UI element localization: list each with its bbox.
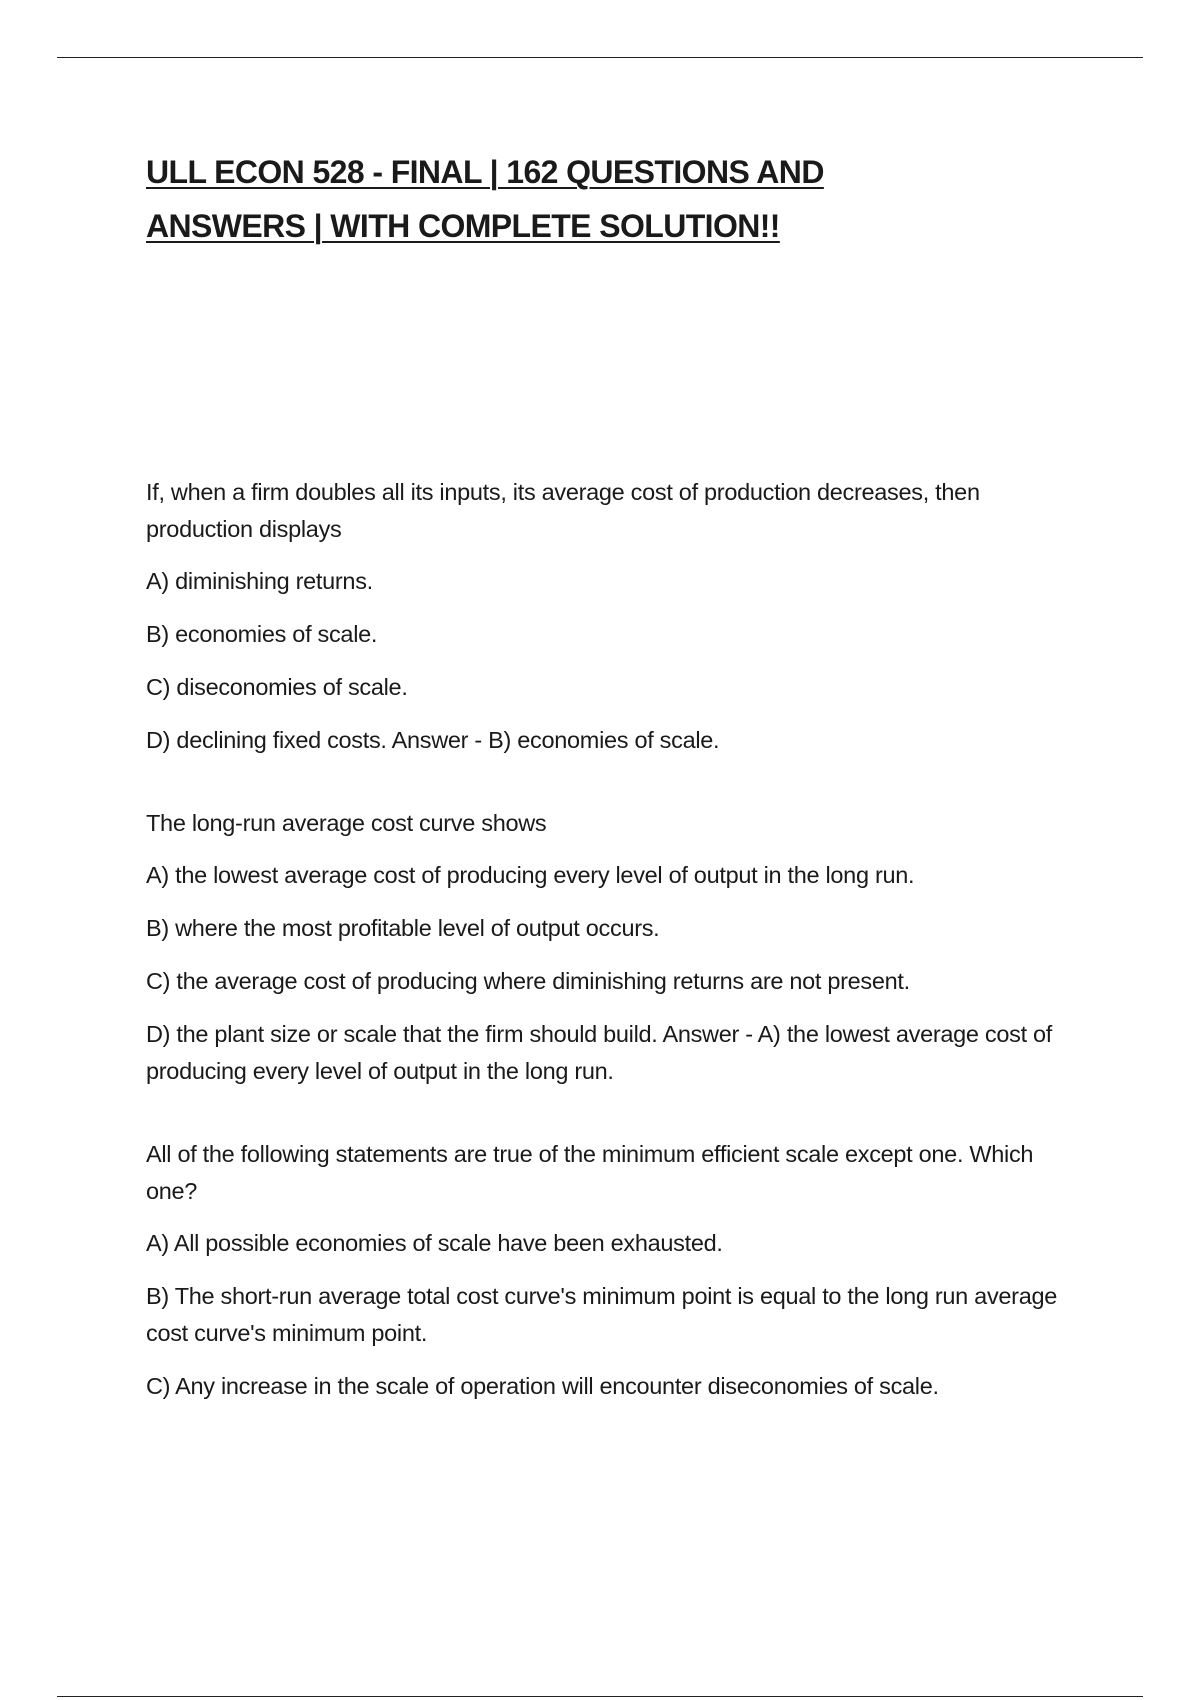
title-line-1: ULL ECON 528 - FINAL | 162 QUESTIONS AND bbox=[146, 154, 824, 190]
answer-option: B) where the most profitable level of output occurs. bbox=[146, 915, 660, 941]
question-text: The long-run average cost curve shows bbox=[146, 810, 547, 836]
question-block bbox=[146, 474, 1066, 759]
header-rule bbox=[57, 57, 1143, 58]
answer-option: A) diminishing returns. bbox=[146, 568, 373, 594]
question-text: All of the following statements are true of the minimum efficient scale except one. Which one? bbox=[146, 1141, 1034, 1204]
document-title bbox=[146, 145, 1066, 253]
answer-option: A) All possible economies of scale have been exhausted. bbox=[146, 1230, 723, 1256]
answer-option: C) Any increase in the scale of operation will encounter diseconomies of scale. bbox=[146, 1373, 939, 1399]
answer-option: B) economies of scale. bbox=[146, 621, 378, 647]
answer-option: C) the average cost of producing where diminishing returns are not present. bbox=[146, 968, 910, 994]
answer-option-with-answer: D) the plant size or scale that the firm should build. Answer - A) the lowest average cost of producing every level of output in the long run. bbox=[146, 1021, 1053, 1084]
question-block bbox=[146, 805, 1066, 1090]
answer-option: C) diseconomies of scale. bbox=[146, 674, 408, 700]
document-body bbox=[146, 145, 1066, 1451]
question-list bbox=[146, 474, 1066, 1405]
answer-option-with-answer: D) declining fixed costs. Answer - B) economies of scale. bbox=[146, 727, 720, 753]
question-block bbox=[146, 1136, 1066, 1405]
title-line-2: ANSWERS | WITH COMPLETE SOLUTION!! bbox=[146, 208, 780, 244]
question-text: If, when a firm doubles all its inputs, its average cost of production decreases, then production displays bbox=[146, 479, 980, 542]
answer-option: A) the lowest average cost of producing every level of output in the long run. bbox=[146, 862, 915, 888]
answer-option: B) The short-run average total cost curve's minimum point is equal to the long run average cost curve's minimum point. bbox=[146, 1283, 1058, 1346]
footer-rule bbox=[57, 1696, 1143, 1697]
